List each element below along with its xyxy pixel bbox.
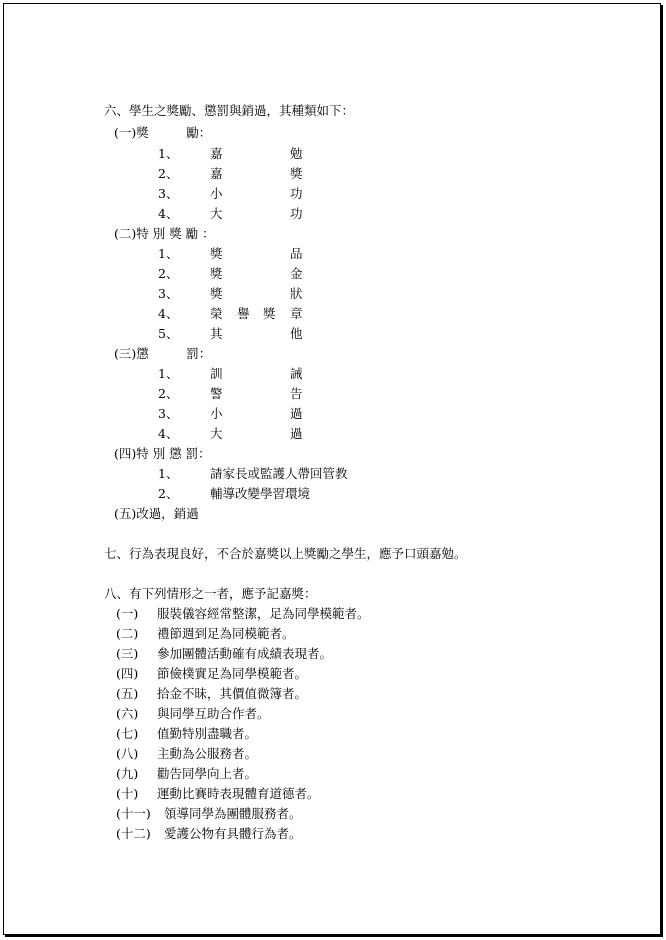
- group-2-label: (二)特 別 獎 勵 ：: [114, 226, 215, 241]
- group-1-label: (一)獎 勵：: [114, 125, 212, 140]
- section-8-heading: 八、有下列情形之一者，應予記嘉獎：: [104, 586, 317, 601]
- section-6-heading: 六、學生之獎勵、懲罰與銷過，其種類如下：: [104, 103, 355, 118]
- group-3-label: (三)懲 罰：: [114, 346, 212, 361]
- group-5-label: (五)改過，銷過: [114, 506, 199, 521]
- group-4-label: (四)特 別 懲 罰：: [114, 446, 211, 461]
- section-7-text: 七、行為表現良好，不合於嘉獎以上獎勵之學生，應予口頭嘉勉。: [104, 546, 467, 561]
